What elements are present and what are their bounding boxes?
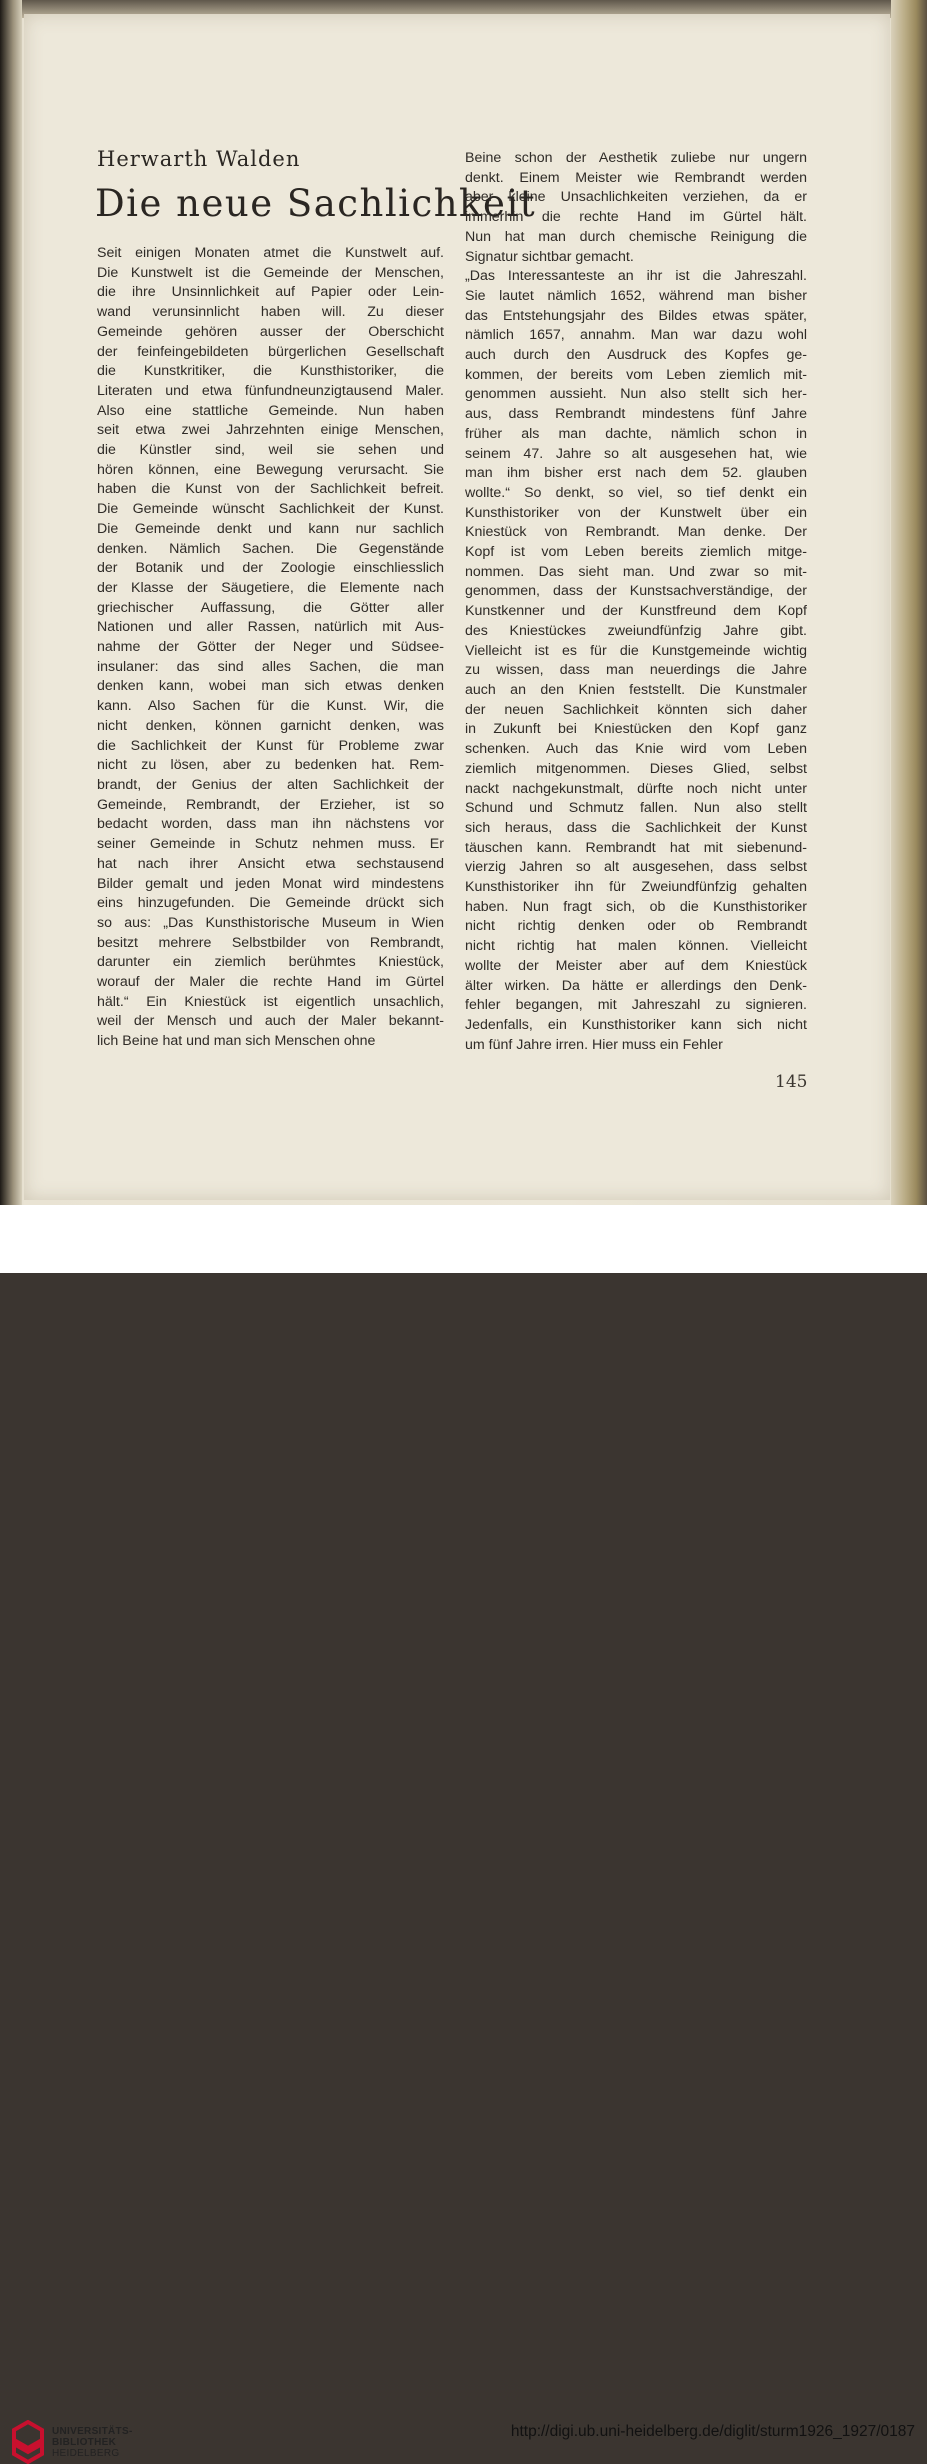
text-line: der Klasse der Säugetiere, die Elemente nach	[97, 579, 444, 596]
text-line: Signatur sichtbar gemacht.	[465, 248, 634, 265]
text-line: darunter ein ziemlich berühmtes Kniestück,	[97, 954, 444, 971]
text-line: nahme der Götter der Neger und Südsee-	[97, 639, 444, 656]
text-line: eins hinzugefunden. Die Gemeinde drückt sich	[97, 895, 444, 912]
text-line: man ihm bisher erst nach dem 52. glauben	[465, 465, 807, 482]
text-line: die Kunstkritiker, die Kunsthistoriker, die	[97, 363, 444, 380]
text-line: der Botanik und der Zoologie einschliesslich	[97, 560, 444, 577]
left-text-column	[97, 244, 444, 1052]
library-name-line3: HEIDELBERG	[52, 2448, 120, 2459]
book-spine-shadow	[0, 0, 22, 1205]
text-line: genommen, dass der Kunstsachverständige, der	[465, 583, 807, 600]
text-line: Kunsthistoriker von der Kunstwelt über ein	[465, 504, 807, 521]
text-line: Kunstkenner und der Kunstfreund dem Kopf	[465, 603, 807, 620]
text-line: Kunsthistoriker ihn für Zweiundfünfzig gehalten	[465, 879, 807, 896]
text-line: aber kleine Unsachlichkeiten verziehen, da er	[465, 189, 807, 206]
text-line: haben die Kunst von der Sachlichkeit befreit.	[97, 481, 444, 498]
text-line: Beine schon der Aesthetik zuliebe nur ungern	[465, 150, 807, 166]
text-line: brandt, der Genius der alten Sachlichkeit der	[97, 776, 444, 793]
text-line: sich heraus, dass die Sachlichkeit der Kunst	[465, 819, 807, 836]
page-number: 145	[775, 1072, 808, 1092]
text-line: wollte der Meister aber auf dem Kniestück	[465, 957, 807, 974]
document-url[interactable]: http://digi.ub.uni-heidelberg.de/diglit/sturm1926_1927/0187	[510, 2423, 915, 2440]
text-line: weil der Mensch und auch der Maler bekannt-	[97, 1013, 444, 1030]
text-line: hören können, eine Bewegung verursacht. Sie	[97, 461, 444, 478]
text-line: älter wirken. Da hätte er allerdings den Denk-	[465, 977, 807, 994]
library-name-line2: BIBLIOTHEK	[52, 2437, 117, 2448]
text-line: vierzig Jahren so alt ausgesehen, dass selbst	[465, 859, 807, 876]
university-library-logo-icon	[10, 2420, 46, 2464]
text-line: genommen aussieht. Nun also stellt sich her-	[465, 386, 807, 403]
text-line: aus, dass Rembrandt mindestens fünf Jahre	[465, 406, 807, 423]
text-line: früher als man dachte, nämlich schon in	[465, 425, 807, 442]
text-line: haben. Nun fragt sich, ob die Kunsthistoriker	[465, 898, 807, 915]
text-line: nicht richtig denken oder ob Rembrandt	[465, 918, 807, 935]
text-line: hält.“ Ein Kniestück ist eigentlich unsachlich,	[97, 993, 444, 1010]
text-line: nicht zu lösen, aber zu bedenken hat. Rem-	[97, 757, 444, 774]
scanned-page	[0, 0, 927, 1205]
text-line: seinem 47. Jahre so alt ausgesehen hat, wie	[465, 445, 807, 462]
text-line: nackt nachgekunstmalt, dürfte noch nicht unter	[465, 780, 807, 797]
article-title: Die neue Sachlichkeit	[95, 182, 537, 225]
text-line: auch an den Knien feststellt. Die Kunstmaler	[465, 681, 807, 698]
text-line: nämlich 1657, annahm. Man war dazu wohl	[465, 327, 807, 344]
text-line: Jedenfalls, ein Kunsthistoriker kann sich nicht	[465, 1016, 807, 1033]
text-line: Nun hat man durch chemische Reinigung die	[465, 228, 807, 245]
text-line: das Entstehungsjahr des Bildes etwas später,	[465, 307, 807, 324]
text-line: Seit einigen Monaten atmet die Kunstwelt auf.	[97, 245, 444, 261]
text-line: täuschen kann. Rembrandt hat mit siebenund-	[465, 839, 807, 856]
text-line: um fünf Jahre irren. Hier muss ein Fehler	[465, 1036, 723, 1053]
text-line: Nationen und aller Rassen, natürlich mit Aus-	[97, 619, 444, 636]
text-line: Kopf ist vom Leben bereits ziemlich mitge-	[465, 544, 807, 561]
text-line: Gemeinde gehören ausser der Oberschicht	[97, 323, 444, 340]
text-line: zu wissen, dass man neuerdings die Jahre	[465, 662, 807, 679]
text-line: kann. Also Sachen für die Kunst. Wir, die	[97, 698, 444, 715]
text-line: Vielleicht ist es für die Kunstgemeinde wichtig	[465, 642, 807, 659]
text-line: Gemeinde, Rembrandt, der Erzieher, ist so	[97, 796, 444, 813]
text-line: seit etwa zwei Jahrzehnten einige Menschen,	[97, 422, 444, 439]
article-author: Herwarth Walden	[97, 147, 301, 171]
text-line: Die Kunstwelt ist die Gemeinde der Menschen,	[97, 264, 444, 281]
text-line: so aus: „Das Kunsthistorische Museum in Wien	[97, 914, 444, 931]
text-line: besitzt mehrere Selbstbilder von Rembrandt,	[97, 934, 444, 951]
text-line: in Zukunft bei Kniestücken den Kopf ganz	[465, 721, 807, 738]
text-line: nicht richtig hat malen können. Vielleicht	[465, 938, 807, 955]
text-line: worauf der Maler die rechte Hand im Gürtel	[97, 974, 444, 991]
text-line: denkt. Einem Meister wie Rembrandt werden	[465, 169, 807, 186]
text-line: insulaner: das sind alles Sachen, die man	[97, 658, 444, 675]
library-name-line1: UNIVERSITÄTS-	[52, 2426, 133, 2437]
text-line: bedacht worden, dass man ihn nächstens vor	[97, 816, 444, 833]
text-line: auch durch den Ausdruck des Kopfes ge-	[465, 347, 807, 364]
text-line: Literaten und etwa fünfundneunzigtausend Maler.	[97, 382, 444, 399]
text-line: Sie lautet nämlich 1652, während man bisher	[465, 287, 807, 304]
text-line: fehler begangen, mit Jahreszahl zu signieren.	[465, 997, 807, 1014]
viewer-footer	[0, 1205, 927, 2459]
text-line: der feinfeingebildeten bürgerlichen Gesellschaft	[97, 343, 444, 360]
text-line: nicht denken, können garnicht denken, was	[97, 717, 444, 734]
text-line: die Künstler sind, weil sie sehen und	[97, 442, 444, 459]
text-line: wollte.“ So denkt, so viel, so tief denkt ein	[465, 484, 807, 501]
text-line: Die Gemeinde denkt und kann nur sachlich	[97, 520, 444, 537]
text-line: denken kann, wobei man sich etwas denken	[97, 678, 444, 695]
text-line: Schund und Schmutz fallen. Nun also stellt	[465, 800, 807, 817]
text-line: der neuen Sachlichkeit könnten sich daher	[465, 701, 807, 718]
text-line: Bilder gemalt und jeden Monat wird mindestens	[97, 875, 444, 892]
text-line: „Das Interessanteste an ihr ist die Jahreszahl.	[465, 268, 807, 285]
text-line: denken. Nämlich Sachen. Die Gegenstände	[97, 540, 444, 557]
text-line: seiner Gemeinde in Schutz nehmen muss. Er	[97, 836, 444, 853]
text-line: lich Beine hat und man sich Menschen ohne	[97, 1033, 376, 1050]
text-line: die Sachlichkeit der Kunst für Probleme zwar	[97, 737, 444, 754]
text-line: nommen. Das sieht man. Und zwar so mit-	[465, 563, 807, 580]
text-line: kommen, der bereits vom Leben ziemlich mit-	[465, 366, 807, 383]
text-line: die ihre Unsinnlichkeit auf Papier oder Lein-	[97, 284, 444, 301]
text-line: schenken. Auch das Knie wird vom Leben	[465, 741, 807, 758]
book-page-edges	[891, 0, 927, 1205]
text-line: wand verunsinnlicht haben will. Zu dieser	[97, 304, 444, 321]
text-line: ziemlich mitgenommen. Dieses Glied, selbst	[465, 760, 807, 777]
text-line: griechischer Auffassung, die Götter aller	[97, 599, 444, 616]
library-name[interactable]	[52, 2426, 133, 2459]
text-line: immerhin die rechte Hand im Gürtel hält.	[465, 209, 807, 226]
text-line: hat nach ihrer Ansicht etwa sechstausend	[97, 855, 444, 872]
text-line: Also eine stattliche Gemeinde. Nun haben	[97, 402, 444, 419]
text-line: des Kniestückes zweiundfünfzig Jahre gibt.	[465, 622, 807, 639]
right-text-column	[465, 149, 807, 1055]
text-line: Die Gemeinde wünscht Sachlichkeit der Kunst.	[97, 501, 444, 518]
text-line: Kniestück von Rembrandt. Man denke. Der	[465, 524, 807, 541]
